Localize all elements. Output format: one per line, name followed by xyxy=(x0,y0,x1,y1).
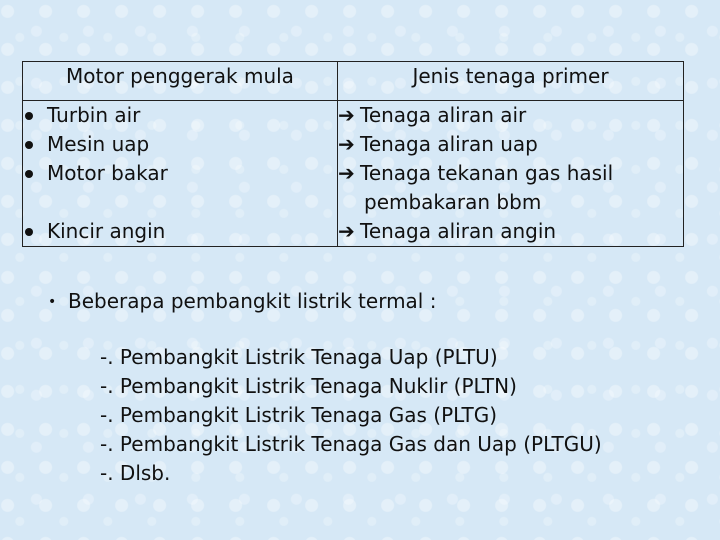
arrow-right-icon: ➔ xyxy=(338,103,355,127)
primary-energy-list xyxy=(338,101,683,246)
list-item xyxy=(338,159,683,188)
list-item-label: Motor bakar xyxy=(47,161,168,185)
list-item xyxy=(338,217,683,246)
list-item-label: Tenaga tekanan gas hasil xyxy=(360,161,614,185)
thermal-plants-heading xyxy=(48,287,436,317)
list-item xyxy=(23,101,337,130)
engine-energy-table xyxy=(22,61,684,247)
list-item-label: pembakaran bbm xyxy=(364,190,542,214)
list-item xyxy=(23,159,337,188)
header-primary-energy: Jenis tenaga primer xyxy=(338,62,684,101)
list-item-label: Tenaga aliran air xyxy=(360,103,527,127)
list-item: -. Dlsb. xyxy=(100,461,171,485)
bullet-dot-icon xyxy=(25,228,33,236)
arrow-right-icon: ➔ xyxy=(338,161,355,185)
list-item-continuation xyxy=(338,188,683,217)
bullet-dot-icon xyxy=(25,112,33,120)
list-item-label: Turbin air xyxy=(47,103,141,127)
primary-energy-cell xyxy=(338,101,684,247)
list-item-label: Kincir angin xyxy=(47,219,166,243)
table-row xyxy=(23,101,684,247)
arrow-right-icon: ➔ xyxy=(338,219,355,243)
list-item xyxy=(338,101,683,130)
arrow-right-icon: ➔ xyxy=(338,132,355,156)
bullet-dot-icon xyxy=(25,141,33,149)
list-item: -. Pembangkit Listrik Tenaga Gas dan Uap (PLTGU) xyxy=(100,432,602,456)
list-item xyxy=(23,130,337,159)
header-prime-mover: Motor penggerak mula xyxy=(23,62,338,101)
list-item xyxy=(23,217,337,246)
prime-mover-list xyxy=(23,101,337,246)
list-item-label: Mesin uap xyxy=(47,132,150,156)
list-item-label: Tenaga aliran uap xyxy=(360,132,538,156)
table-header-row xyxy=(23,62,684,101)
prime-mover-cell xyxy=(23,101,338,247)
bullet-dot-icon xyxy=(25,170,33,178)
bullet-icon: • xyxy=(48,294,57,310)
list-item: -. Pembangkit Listrik Tenaga Gas (PLTG) xyxy=(100,403,498,427)
list-item-label: Tenaga aliran angin xyxy=(360,219,557,243)
list-item: -. Pembangkit Listrik Tenaga Nuklir (PLTN) xyxy=(100,374,517,398)
list-item: -. Pembangkit Listrik Tenaga Uap (PLTU) xyxy=(100,345,498,369)
thermal-plants-list xyxy=(100,343,602,488)
list-item xyxy=(338,130,683,159)
thermal-plants-heading-text: Beberapa pembangkit listrik termal : xyxy=(68,289,437,313)
